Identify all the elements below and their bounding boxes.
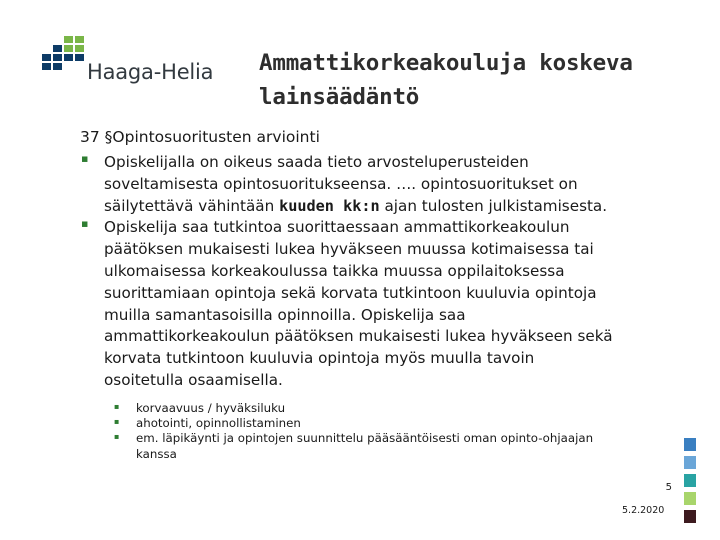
sub-bullet-line: kanssa (136, 446, 177, 461)
section-heading: 37 §Opintosuoritusten arviointi (80, 128, 320, 146)
color-block (684, 456, 696, 469)
color-block (684, 474, 696, 487)
sub-bullet-line: ahotointi, opinnollistaminen (136, 416, 301, 431)
bullet-line: muilla samantasoisilla opinnoilla. Opiskelija saa (104, 305, 466, 324)
page-number: 5 (665, 482, 672, 493)
bullet-square-icon: ▪ (81, 217, 89, 231)
bullet-line: säilytettävä vähintään kuuden kk:n ajan tulosten julkistamisesta. (104, 196, 608, 215)
logo-mark-icon (40, 36, 90, 72)
slide-title-line-1: Ammattikorkeakouluja koskeva (259, 50, 633, 76)
bullet-line: Opiskelija saa tutkintoa suorittaessaan ammattikorkeakoulun (104, 218, 570, 237)
bullet-line: korvata tutkintoon kuuluvia opintoja myös muulla tavoin (104, 349, 535, 368)
color-block (684, 510, 696, 523)
slide-title-line-2: lainsäädäntö (259, 84, 420, 110)
sub-bullet-line: korvaavuus / hyväksiluku (136, 401, 286, 415)
bullet-line: soveltamisesta opintosuoritukseensa. …. opintosuoritukset on (104, 174, 578, 193)
bullet-line: ulkomaisessa korkeakoulussa taikka muussa oppilaitoksessa (104, 261, 565, 280)
bullet-line: suorittamiaan opintoja sekä korvata tutkintoon kuuluvia opintoja (104, 283, 597, 302)
bullet-square-icon: ▪ (114, 432, 120, 442)
bullet-list (80, 152, 640, 392)
bullet-line: ammattikorkeakoulun päätöksen mukaisesti lukea hyväkseen sekä (104, 327, 613, 346)
sub-bullet-list (114, 401, 634, 462)
slide-title (259, 46, 714, 114)
bullet-square-icon: ▪ (81, 152, 89, 165)
sub-bullet-item (114, 431, 634, 461)
color-block (684, 438, 696, 451)
color-stripe-bar (684, 438, 696, 512)
bullet-line: päätöksen mukaisesti lukea hyväkseen muussa kotimaisessa tai (104, 240, 594, 259)
haaga-helia-logo (40, 36, 214, 88)
bullet-item (80, 152, 640, 217)
sub-bullet-item (114, 401, 634, 416)
sub-bullet-line: em. läpikäynti ja opintojen suunnittelu pääsääntöisesti oman opinto-ohjaajan (136, 431, 594, 446)
slide-date: 5.2.2020 (622, 505, 665, 516)
color-block (684, 492, 696, 505)
bullet-line: osoitetulla osaamisella. (104, 370, 283, 389)
bold-duration: kuuden kk:n (279, 196, 380, 215)
bullet-square-icon: ▪ (114, 402, 120, 411)
bullet-line: Opiskelijalla on oikeus saada tieto arvosteluperusteiden (104, 153, 529, 171)
logo-wordmark: Haaga-Helia (87, 60, 214, 84)
sub-bullet-item (114, 416, 634, 431)
bullet-item (80, 217, 640, 391)
bullet-square-icon: ▪ (114, 417, 120, 427)
